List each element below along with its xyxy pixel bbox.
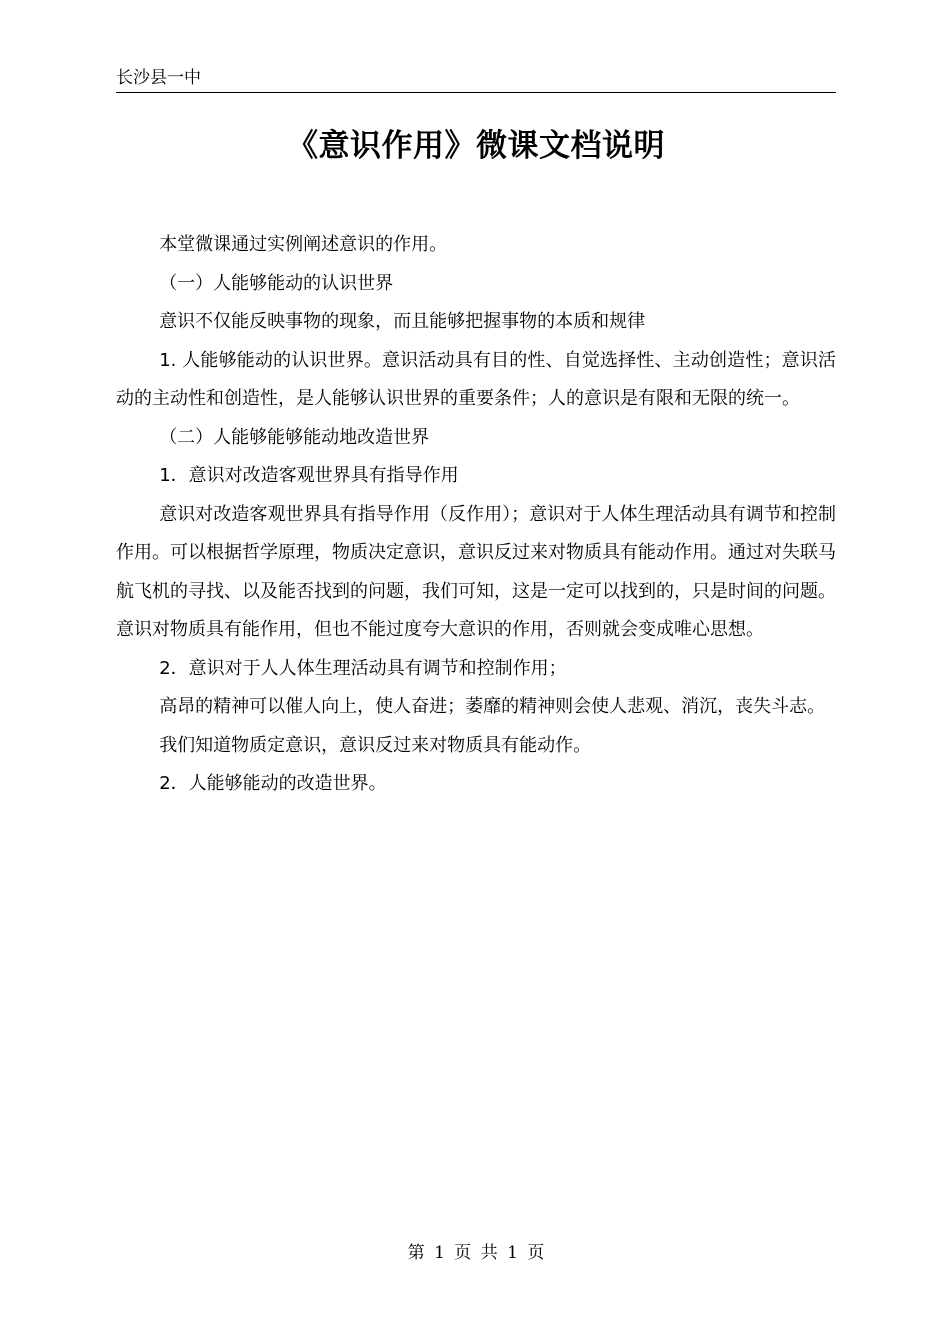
paragraph: 我们知道物质定意识，意识反过来对物质具有能动作。: [159, 734, 592, 756]
paragraph: 高昂的精神可以催人向上，使人奋进；萎靡的精神则会使人悲观、消沉，丧失斗志。: [159, 696, 826, 717]
section-heading-1: （一）人能够能动的认识世界: [159, 272, 394, 294]
paragraph: 1. 人能够能动的认识世界。意识活动具有目的性、自觉选择性、主动创造性；意识活动的主动性和创造性，是人能够认识世界的重要条件；人的意识是有限和无限的统一。: [116, 349, 836, 409]
page-footer: 第 1 页 共 1 页: [407, 1243, 545, 1263]
document-title: 《意识作用》微课文档说明: [287, 128, 665, 164]
section-heading-2: （二）人能够能够能动地改造世界: [159, 426, 430, 448]
paragraph-intro: 本堂微课通过实例阐述意识的作用。: [159, 234, 448, 255]
document-body: [116, 226, 836, 804]
paragraph: 意识不仅能反映事物的现象，而且能够把握事物的本质和规律: [159, 311, 646, 332]
paragraph: 2．人能够能动的改造世界。: [159, 773, 387, 794]
paragraph: 2．意识对于人人体生理活动具有调节和控制作用；: [159, 657, 567, 679]
paragraph: 意识对改造客观世界具有指导作用（反作用）；意识对于人体生理活动具有调节和控制作用。可以根据哲学原理，物质决定意识，意识反过来对物质具有能动作用。通过对失联马航飞机的寻找、以及能否找到的问题，我们可知，这是一定可以找到的，只是时间的问题。意识对物质具有能作用，但也不能过度夸大意识的作用，否则就会变成唯心思想。: [116, 503, 836, 640]
header-school-name: 长沙县一中: [116, 68, 201, 88]
paragraph: 1．意识对改造客观世界具有指导作用: [159, 465, 459, 486]
page-header: [116, 66, 836, 93]
